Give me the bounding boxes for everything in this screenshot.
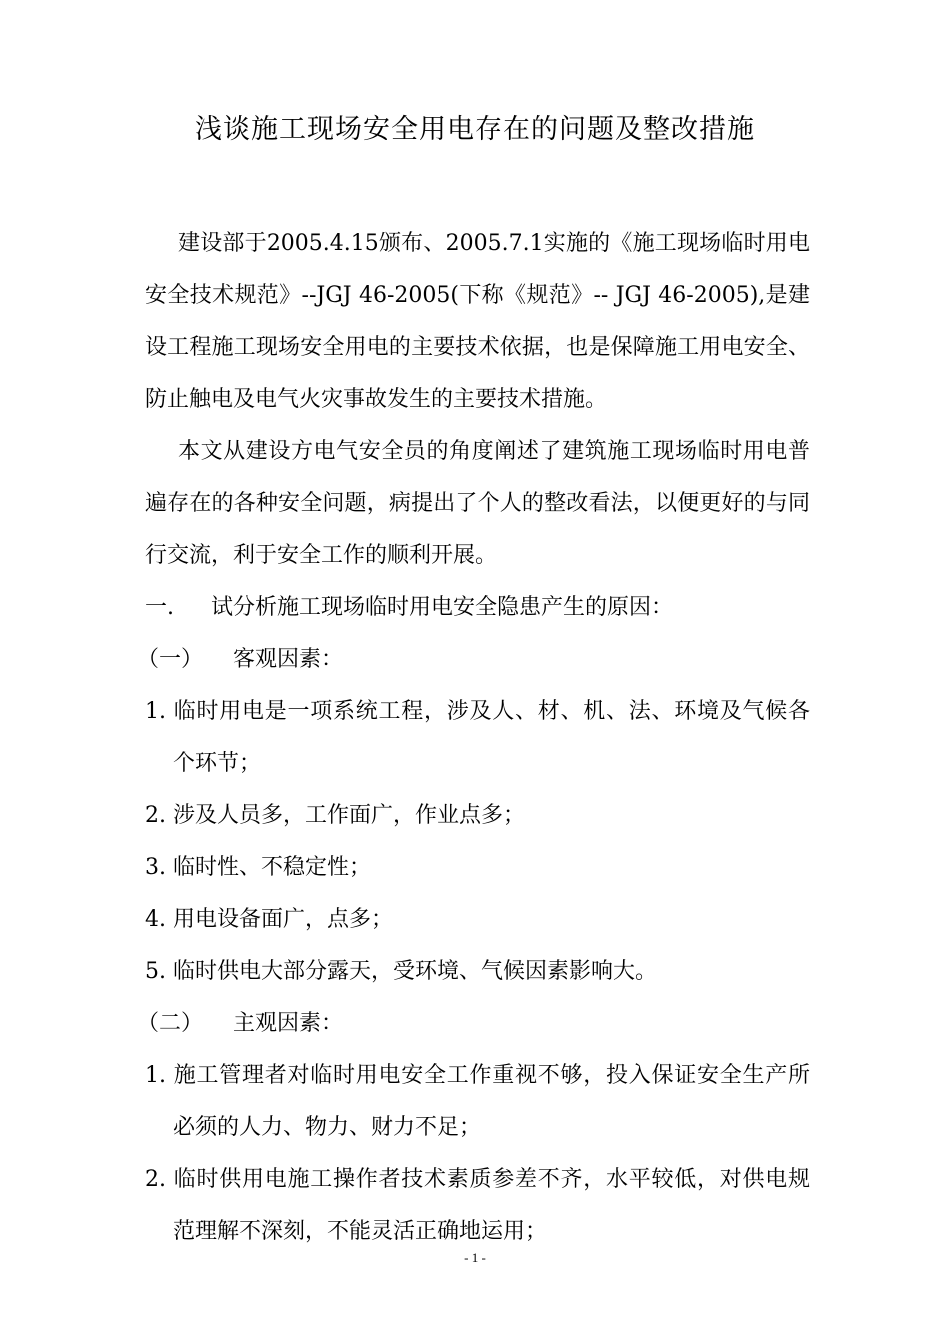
list-item [145,790,810,842]
subsection-heading-objective [137,634,810,686]
list-item-number: 1. [145,1063,166,1088]
subsection-number: （二） [137,1011,204,1036]
section-number: 一. [145,595,174,620]
subsection-title: 主观因素： [233,1011,344,1036]
page-number: - 1 - [464,1250,486,1265]
list-item [145,1154,810,1258]
list-item-number: 5. [145,959,166,984]
list-item-text: 临时供用电施工操作者技术素质参差不齐，水平较低，对供电规范理解不深刻，不能灵活正确地运用； [173,1167,810,1244]
list-item-number: 3. [145,855,166,880]
section-heading [145,582,810,634]
list-item-number: 2. [145,1167,166,1192]
list-item-text: 用电设备面广，点多； [173,907,394,932]
list-item-text: 临时供电大部分露天，受环境、气候因素影响大。 [173,959,658,984]
paragraph-intro: 建设部于2005.4.15颁布、2005.7.1实施的《施工现场临时用电安全技术规范》--JGJ 46-2005(下称《规范》-- JGJ 46-2005),是建设工程施工现场安全用电的主要技术依据，也是保障施工用电安全、防止触电及电气火灾事故发生的主要技术措施。 [145,231,810,412]
subsection-title: 客观因素： [233,647,344,672]
list-item-text: 施工管理者对临时用电安全工作重视不够，投入保证安全生产所必须的人力、物力、财力不足； [173,1063,810,1140]
list-item-text: 临时用电是一项系统工程，涉及人、材、机、法、环境及气候各个环节； [173,699,810,776]
list-item [145,1050,810,1154]
document-body [137,218,810,1258]
section-title: 试分析施工现场临时用电安全隐患产生的原因： [211,595,674,620]
list-item-text: 临时性、不稳定性； [173,855,372,880]
list-item-text: 涉及人员多，工作面广，作业点多； [173,803,526,828]
list-item [145,894,810,946]
list-item [145,842,810,894]
list-item [145,686,810,790]
list-item-number: 4. [145,907,166,932]
list-item [145,946,810,998]
paragraph-purpose: 本文从建设方电气安全员的角度阐述了建筑施工现场临时用电普遍存在的各种安全问题，病提出了个人的整改看法，以便更好的与同行交流，利于安全工作的顺利开展。 [145,439,810,568]
subsection-heading-subjective [137,998,810,1050]
document-title: 浅谈施工现场安全用电存在的问题及整改措施 [195,114,755,145]
list-item-number: 1. [145,699,166,724]
subsection-number: （一） [137,647,204,672]
list-item-number: 2. [145,803,166,828]
